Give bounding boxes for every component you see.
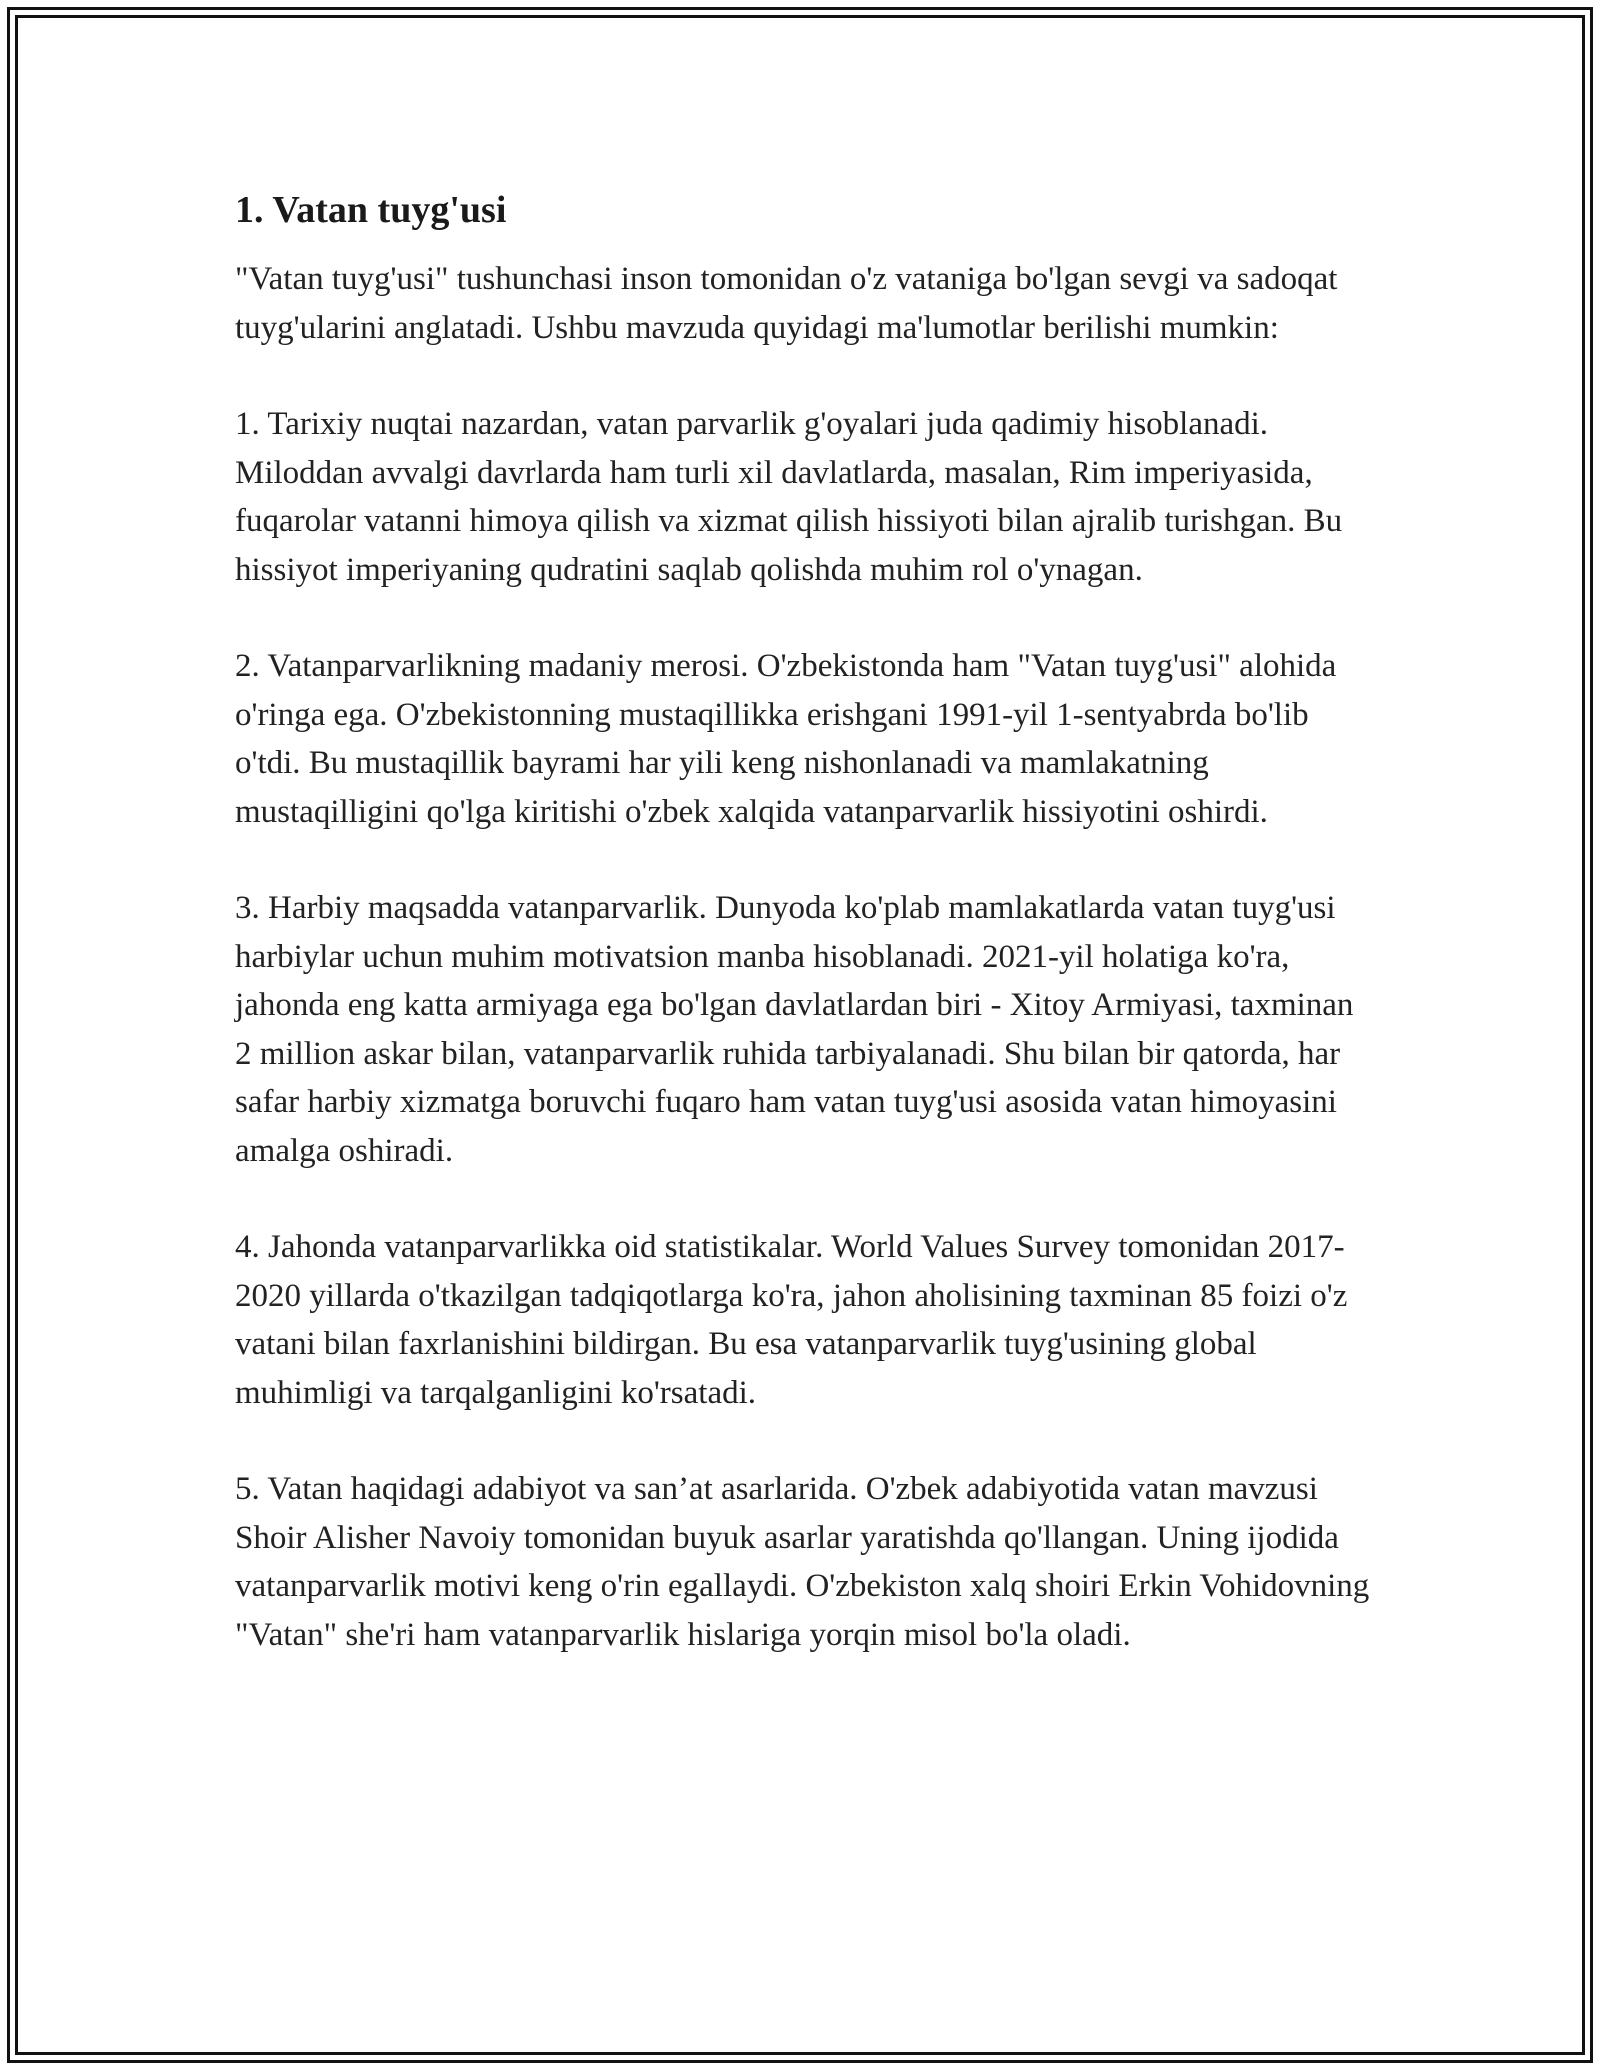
point-paragraph-1: 1. Tarixiy nuqtai nazardan, vatan parvarlik g'oyalari juda qadimiy hisoblanadi. Miloddan avvalgi davrlarda ham turli xil davlatlarda, masalan, Rim imperiyasida, fuqarolar vatanni himoya qilish va xizmat qilish hissiyoti bilan ajralib turishgan. Bu hissiyot imperiyaning qudratini saqlab qolishda muhim rol o'ynagan. <box>235 406 1343 588</box>
intro-paragraph: "Vatan tuyg'usi" tushunchasi inson tomonidan o'z vataniga bo'lgan sevgi va sadoqat tuyg'ularini anglatadi. Ushbu mavzuda quyidagi ma'lumotlar berilishi mumkin: <box>235 261 1338 346</box>
point-paragraph-4: 4. Jahonda vatanparvarlikka oid statistikalar. World Values Survey tomonidan 2017-2020 yillarda o'tkazilgan tadqiqotlarga ko'ra, jahon aholisining taxminan 85 foizi o'z vatani bilan faxrlanishini bildirgan. Bu esa vatanparvarlik tuyg'usining global muhimligi va tarqalganligini ko'rsatadi. <box>235 1229 1348 1411</box>
section-heading: 1. Vatan tuyg'usi <box>235 189 507 231</box>
point-paragraph-3: 3. Harbiy maqsadda vatanparvarlik. Dunyoda ko'plab mamlakatlarda vatan tuyg'usi harbiylar uchun muhim motivatsion manba hisoblanadi. 2021-yil holatiga ko'ra, jahonda eng katta armiyaga ega bo'lgan davlatlardan biri - Xitoy Armiyasi, taxminan 2 million askar bilan, vatanparvarlik ruhida tarbiyalanadi. Shu bilan bir qatorda, har safar harbiy xizmatga boruvchi fuqaro ham vatan tuyg'usi asosida vatan himoyasini amalga oshiradi. <box>235 890 1354 1169</box>
point-paragraph-5: 5. Vatan haqidagi adabiyot va san’at asarlarida. O'zbek adabiyotida vatan mavzusi Shoir Alisher Navoiy tomonidan buyuk asarlar yaratishda qo'llangan. Uning ijodida vatanparvarlik motivi keng o'rin egallaydi. O'zbekiston xalq shoiri Erkin Vohidovning "Vatan" she'ri ham vatanparvarlik hislariga yorqin misol bo'la oladi. <box>235 1471 1370 1653</box>
document-body <box>235 185 1375 1707</box>
point-paragraph-2: 2. Vatanparvarlikning madaniy merosi. O'zbekistonda ham "Vatan tuyg'usi" alohida o'ringa ega. O'zbekistonning mustaqillikka erishgani 1991-yil 1-sentyabrda bo'lib o'tdi. Bu mustaqillik bayrami har yili keng nishonlanadi va mamlakatning mustaqilligini qo'lga kiritishi o'zbek xalqida vatanparvarlik hissiyotini oshirdi. <box>235 648 1337 830</box>
